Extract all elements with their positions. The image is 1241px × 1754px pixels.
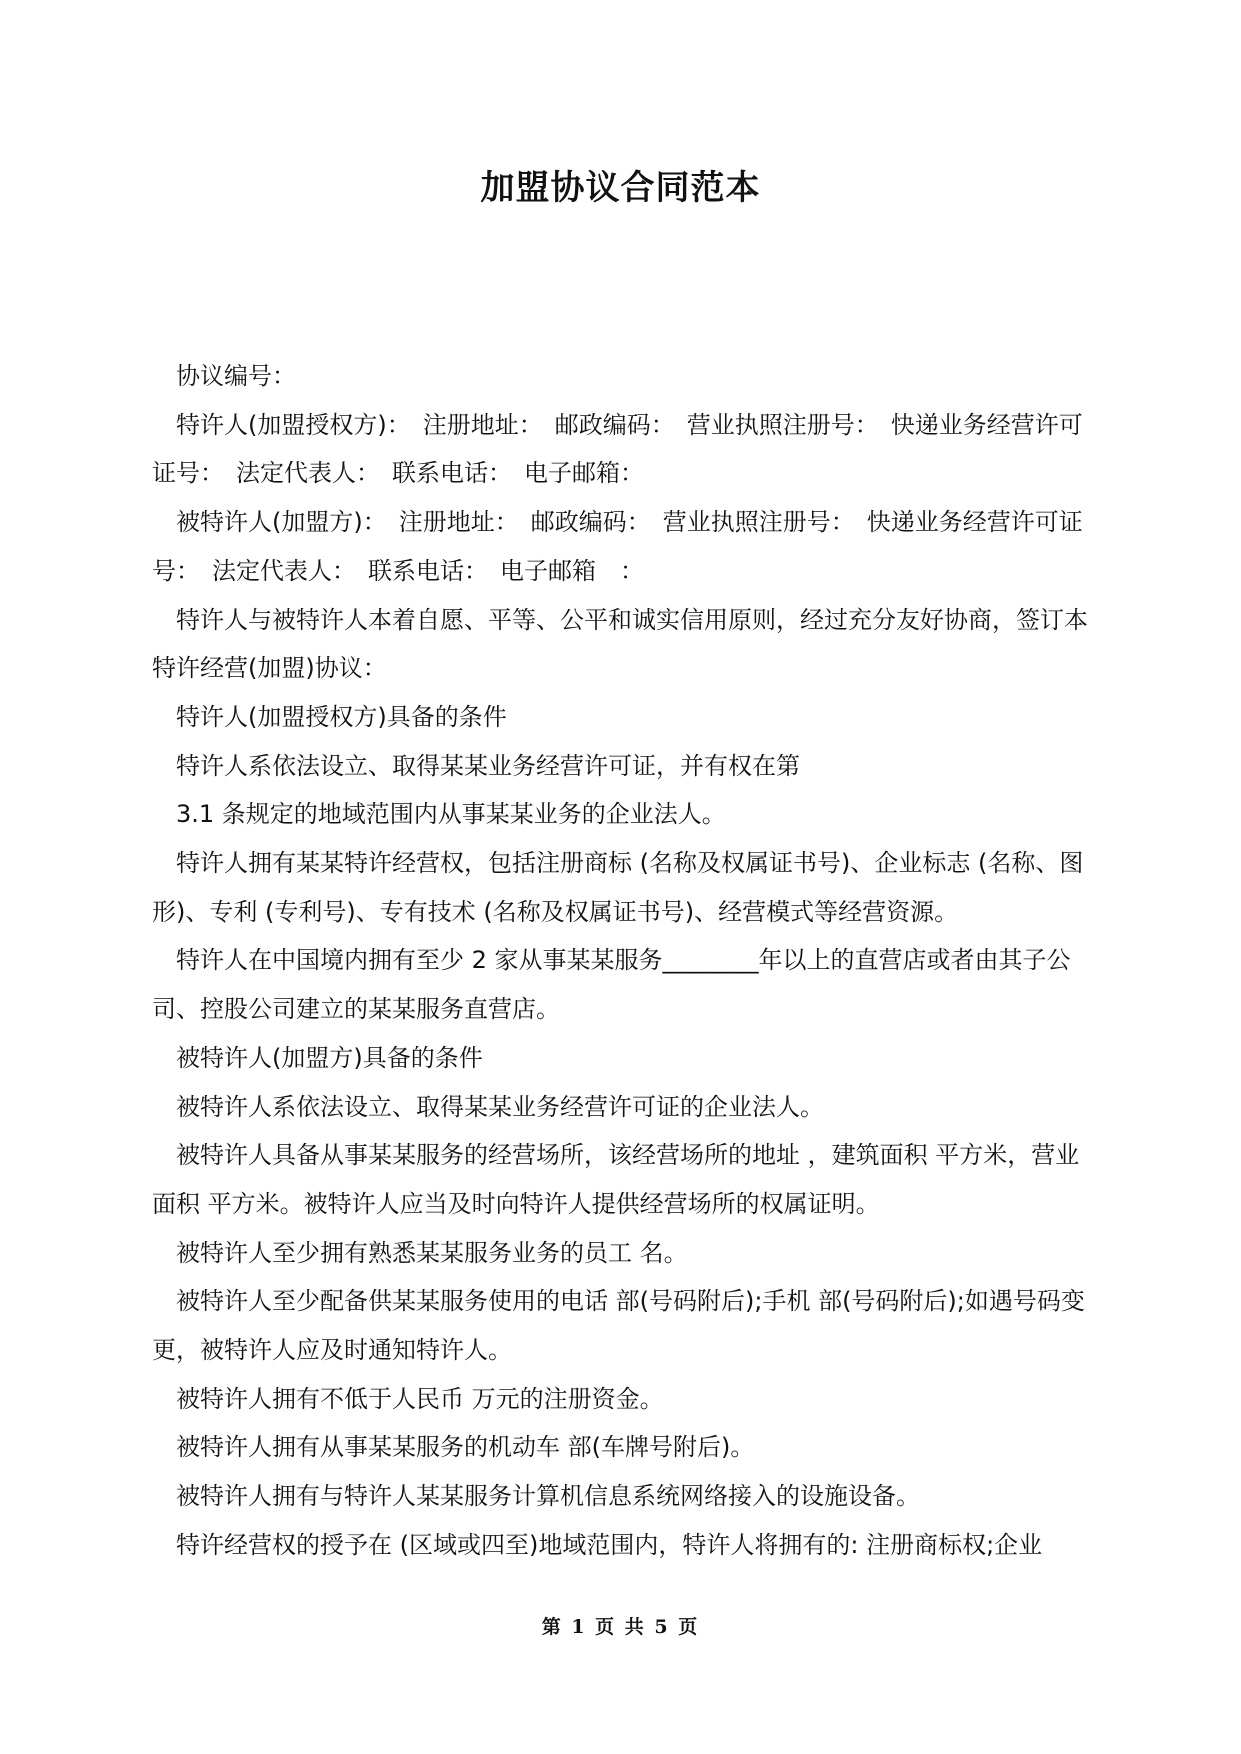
paragraph-direct-stores: 特许人在中国境内拥有至少 2 家从事某某服务________年以上的直营店或者由其子公司、控股公司建立的某某服务直营店。 xyxy=(152,946,1071,1024)
paragraph-capital: 被特许人拥有不低于人民币 万元的注册资金。 xyxy=(176,1384,664,1413)
paragraph-network-equipment: 被特许人拥有与特许人某某服务计算机信息系统网络接入的设施设备。 xyxy=(176,1482,920,1511)
paragraph-franchisor-license: 特许人系依法设立、取得某某业务经营许可证，并有权在第 xyxy=(176,751,800,780)
paragraph-preamble: 特许人与被特许人本着自愿、平等、公平和诚实信用原则，经过充分友好协商，签订本特许经营(加盟)协议： xyxy=(152,605,1088,683)
paragraph-business-premises: 被特许人具备从事某某服务的经营场所，该经营场所的地址 ，建筑面积 平方米，营业面积 平方米。被特许人应当及时向特许人提供经营场所的权属证明。 xyxy=(152,1141,1080,1218)
paragraph-franchisee-license: 被特许人系依法设立、取得某某业务经营许可证的企业法人。 xyxy=(176,1092,824,1121)
paragraph-vehicles: 被特许人拥有从事某某服务的机动车 部(车牌号附后)。 xyxy=(176,1433,755,1462)
paragraph-franchisor-info: 特许人(加盟授权方)： 注册地址： 邮政编码： 营业执照注册号： 快递业务经营许可证号： 法定代表人： 联系电话： 电子邮箱： xyxy=(152,410,1083,488)
paragraph-franchisee-info: 被特许人(加盟方)： 注册地址： 邮政编码： 营业执照注册号： 快递业务经营许可证号： 法定代表人： 联系电话： 电子邮箱 ： xyxy=(152,508,1083,585)
paragraph-staff: 被特许人至少拥有熟悉某某服务业务的员工 名。 xyxy=(176,1238,688,1267)
paragraph-agreement-number: 协议编号： xyxy=(176,362,296,390)
document-body xyxy=(152,352,1092,1570)
paragraph-franchisor-conditions-heading: 特许人(加盟授权方)具备的条件 xyxy=(176,702,507,731)
paragraph-clause-3-1: 3.1 条规定的地域范围内从事某某业务的企业法人。 xyxy=(176,800,726,829)
paragraph-franchise-rights: 特许人拥有某某特许经营权，包括注册商标 (名称及权属证书号)、企业标志 (名称、图形)、专利 (专利号)、专有技术 (名称及权属证书号)、经营模式等经营资源。 xyxy=(152,849,1084,926)
paragraph-phones: 被特许人至少配备供某某服务使用的电话 部(号码附后);手机 部(号码附后);如遇号码变更，被特许人应及时通知特许人。 xyxy=(152,1287,1085,1365)
document-title: 加盟协议合同范本 xyxy=(480,168,761,208)
page-footer: 第 1 页 共 5 页 xyxy=(541,1616,700,1638)
paragraph-franchise-grant: 特许经营权的授予在 (区域或四至)地域范围内，特许人将拥有的: 注册商标权;企业 xyxy=(176,1530,1043,1559)
paragraph-franchisee-conditions-heading: 被特许人(加盟方)具备的条件 xyxy=(176,1043,483,1072)
